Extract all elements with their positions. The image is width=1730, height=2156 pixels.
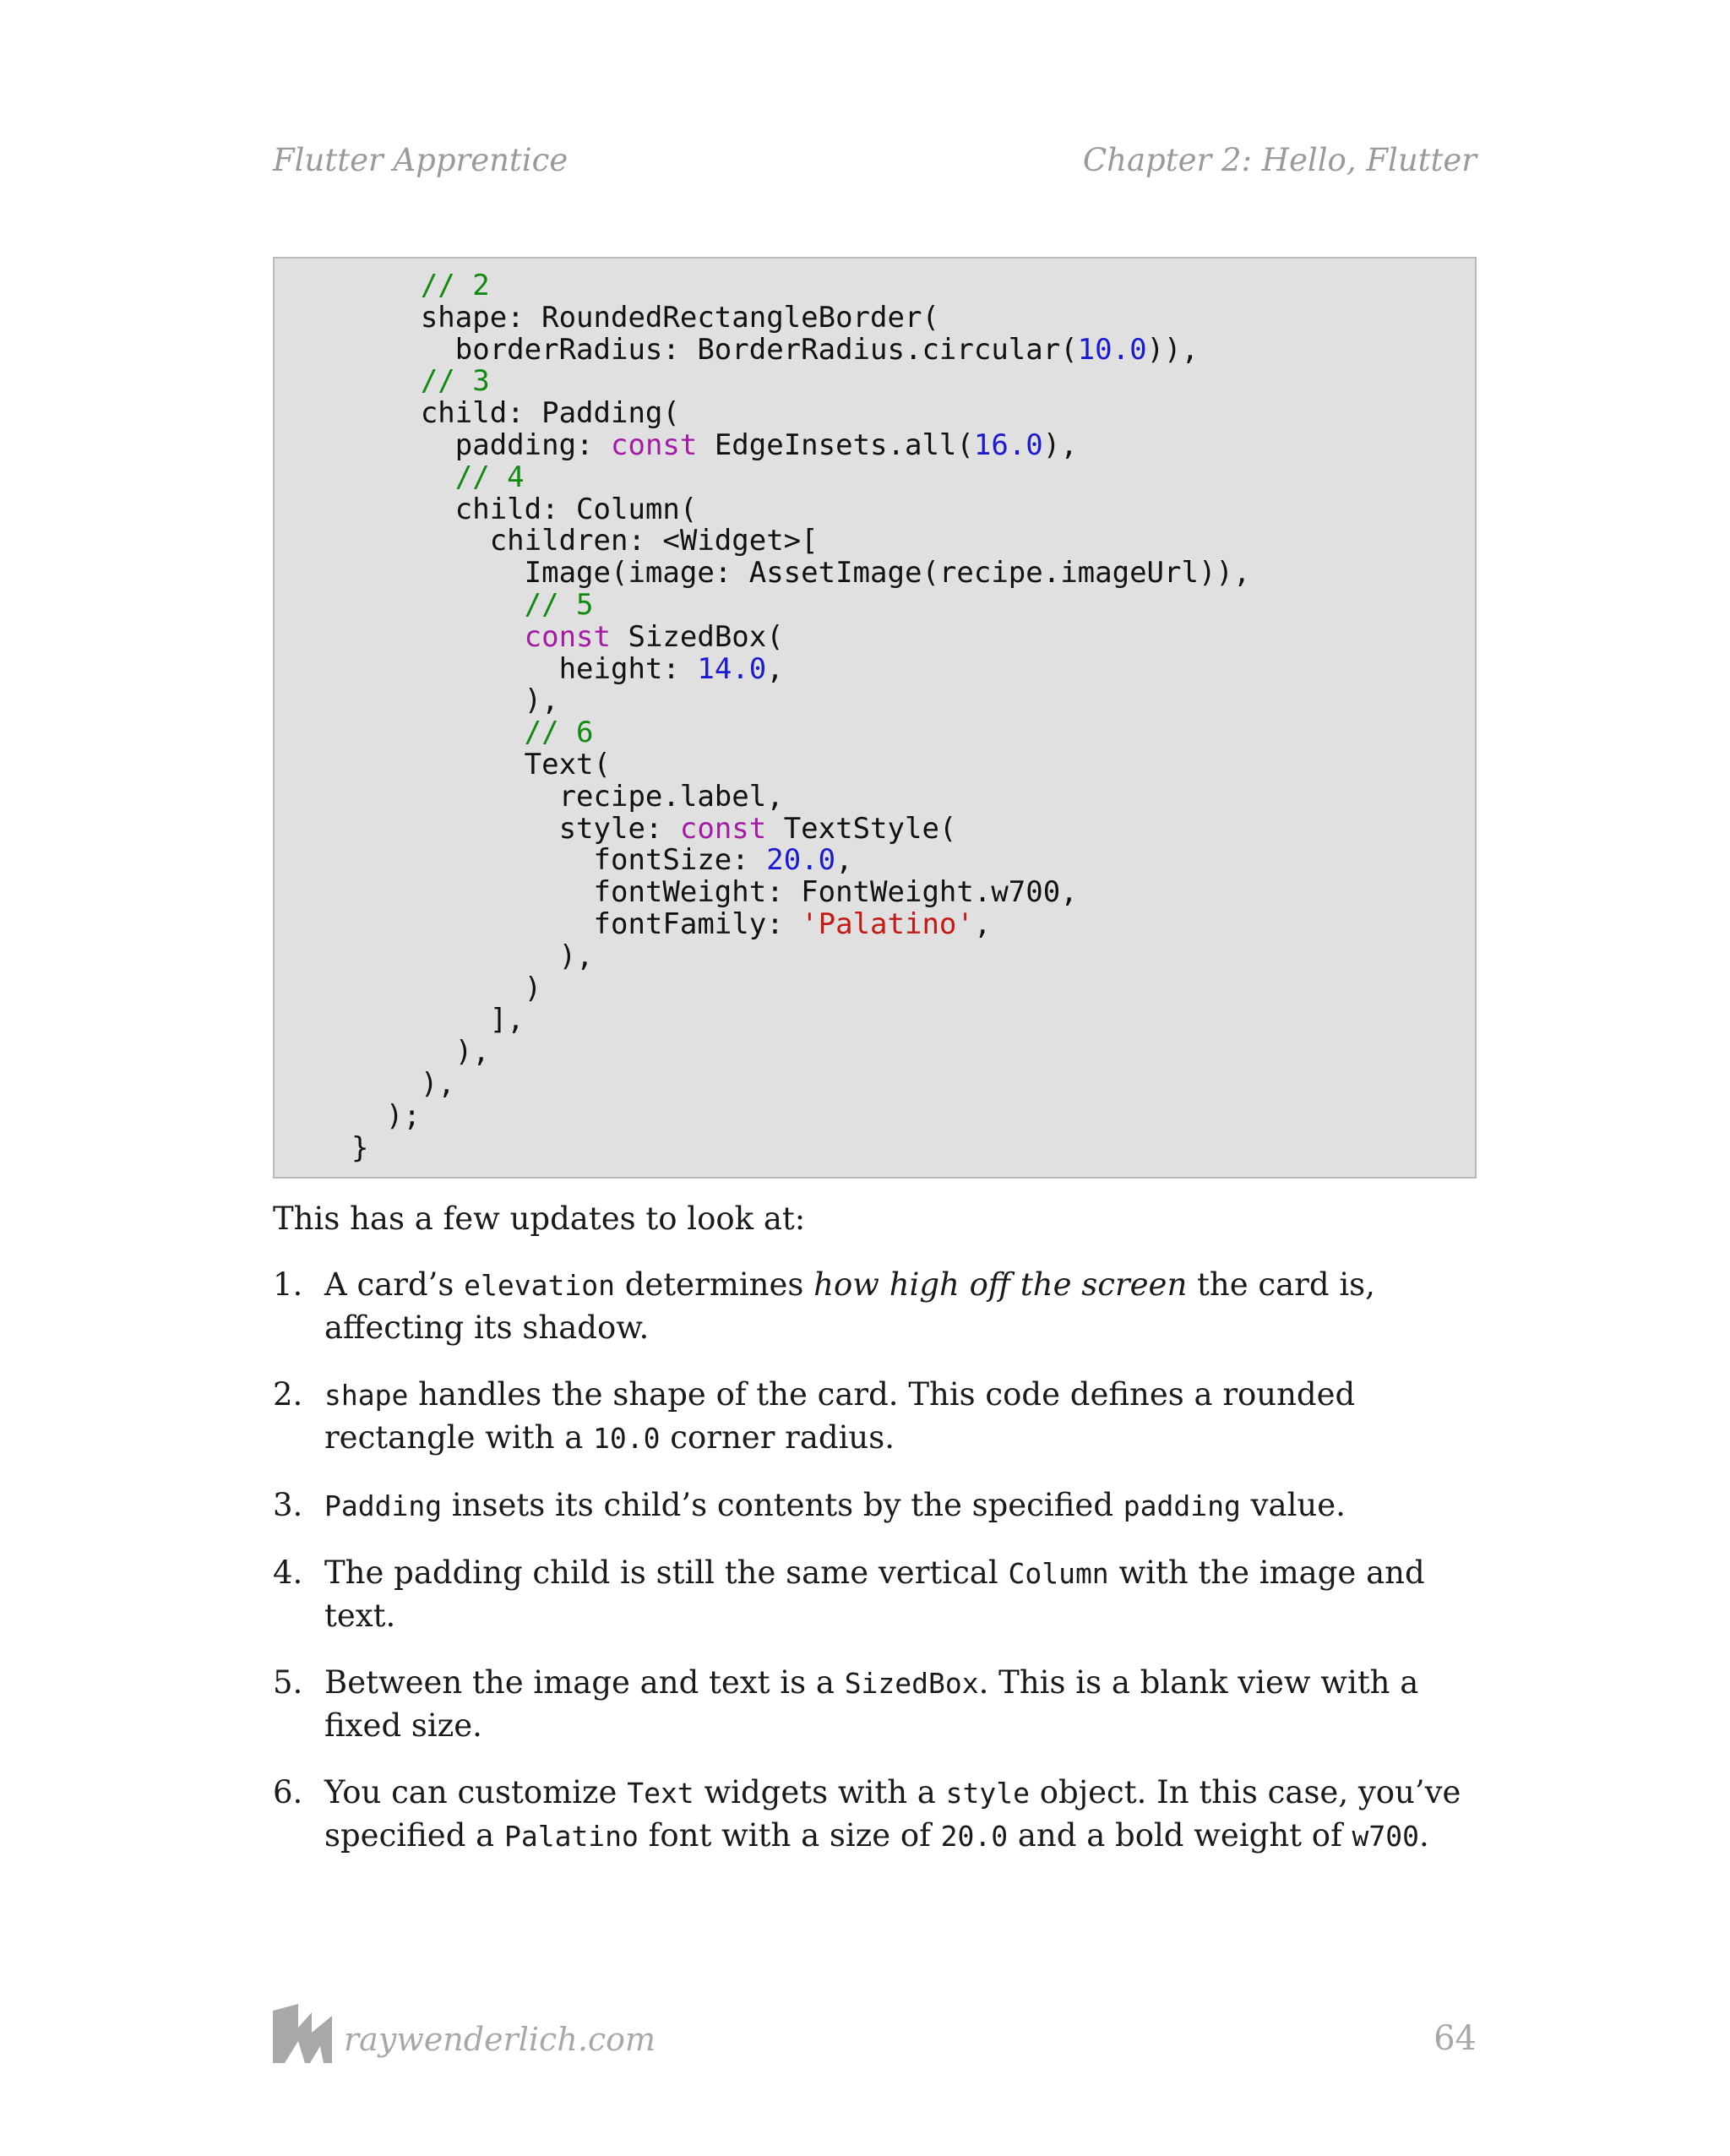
code-comment: // 5	[524, 587, 594, 622]
inline-code: style	[945, 1777, 1030, 1810]
list-number: 5.	[273, 1664, 303, 1701]
intro-paragraph: This has a few updates to look at:	[273, 1200, 806, 1237]
list-item	[273, 1552, 1477, 1637]
code-line	[317, 652, 784, 686]
inline-code: Padding	[324, 1489, 443, 1522]
emphasis-text: how high off the screen	[813, 1266, 1188, 1303]
inline-code: elevation	[464, 1269, 615, 1302]
code-text	[317, 620, 525, 654]
item-text: object. In this case, you’ve specified a	[324, 1774, 1461, 1854]
code-keyword: const	[611, 427, 698, 462]
book-title: Flutter Apprentice	[273, 142, 569, 178]
item-text: and a bold weight of	[1008, 1817, 1352, 1854]
code-line	[317, 524, 819, 558]
code-line	[317, 1099, 421, 1133]
list-item	[273, 1662, 1477, 1747]
item-text: Between the image and text is a	[324, 1664, 845, 1701]
code-line	[317, 972, 541, 1005]
list-number: 3.	[273, 1487, 303, 1523]
code-text: child: Padding(	[317, 396, 680, 431]
code-text	[317, 269, 421, 302]
code-comment: // 3	[420, 364, 490, 399]
item-text: The padding child is still the same vertical	[324, 1554, 1009, 1591]
code-keyword: const	[524, 619, 611, 654]
code-line	[317, 1035, 490, 1069]
code-text: ,	[835, 843, 853, 878]
list-number: 2.	[273, 1376, 303, 1413]
list-number: 4.	[273, 1554, 303, 1591]
code-line	[317, 812, 956, 846]
code-text: fontWeight: FontWeight.w700,	[317, 875, 1078, 910]
inline-code: w700	[1352, 1820, 1420, 1853]
code-text: shape: RoundedRectangleBorder(	[317, 300, 939, 335]
code-line	[317, 428, 1078, 462]
code-text: borderRadius: BorderRadius.circular(	[317, 332, 1078, 367]
code-text: ),	[317, 1035, 490, 1070]
code-text: ),	[317, 1066, 455, 1101]
code-comment: // 6	[524, 716, 594, 750]
list-number: 6.	[273, 1774, 303, 1810]
list-item	[273, 1374, 1477, 1460]
code-text	[317, 460, 455, 494]
code-text: ),	[317, 683, 559, 718]
inline-code: Text	[627, 1777, 694, 1810]
code-number: 10.0	[1077, 332, 1147, 367]
code-line	[317, 748, 611, 781]
code-block	[273, 257, 1477, 1179]
item-text: font with a size of	[638, 1817, 941, 1854]
code-text: ,	[766, 651, 784, 686]
code-text: fontSize:	[317, 843, 767, 878]
chapter-title: Chapter 2: Hello, Flutter	[1082, 142, 1477, 178]
code-text: ],	[317, 1003, 525, 1037]
inline-code: 10.0	[593, 1422, 661, 1455]
code-keyword: const	[679, 811, 767, 846]
code-text: EdgeInsets.all(	[697, 427, 974, 462]
code-line	[317, 493, 697, 526]
code-line	[317, 939, 594, 973]
item-text: widgets with a	[694, 1774, 946, 1810]
code-line	[317, 333, 1199, 367]
raywenderlich-logo-icon	[273, 2004, 332, 2063]
code-text: )),	[1146, 332, 1199, 367]
list-number: 1.	[273, 1266, 303, 1303]
code-text	[317, 716, 525, 749]
item-text: handles the shape of the card. This code defines a rounded rectangle with a	[324, 1376, 1356, 1456]
code-number: 14.0	[697, 651, 767, 686]
inline-code: shape	[324, 1379, 409, 1412]
item-text: determines	[614, 1266, 814, 1303]
code-number: 16.0	[973, 427, 1043, 462]
running-header	[273, 142, 1477, 189]
item-text: A card’s	[324, 1266, 465, 1303]
item-text: . This is a blank view with a fixed size.	[324, 1664, 1419, 1744]
inline-code: 20.0	[940, 1820, 1009, 1853]
inline-code: Palatino	[503, 1820, 639, 1853]
item-text: .	[1419, 1817, 1429, 1854]
code-number: 20.0	[766, 843, 836, 878]
code-line	[317, 556, 1250, 590]
item-text: value.	[1240, 1487, 1346, 1523]
code-line	[317, 588, 594, 622]
item-text: the card is, affecting its shadow.	[324, 1266, 1375, 1346]
code-text: ,	[973, 906, 992, 941]
code-line	[317, 396, 680, 430]
list-item	[273, 1772, 1477, 1858]
code-text: fontFamily:	[317, 906, 802, 941]
list-item	[273, 1264, 1477, 1349]
code-line	[317, 1067, 455, 1101]
code-line	[317, 364, 490, 398]
code-text: ),	[1042, 427, 1078, 462]
page-number: 64	[1434, 2019, 1477, 2058]
item-text: with the image and text.	[324, 1554, 1425, 1634]
explanation-list	[273, 1264, 1477, 1882]
code-text: )	[317, 971, 542, 1005]
code-listing	[317, 270, 1250, 1164]
code-text: ),	[317, 939, 594, 973]
code-line	[317, 301, 939, 335]
code-line	[317, 780, 784, 814]
code-text: child: Column(	[317, 492, 698, 526]
item-text: corner radius.	[660, 1419, 895, 1456]
footer-site[interactable]: raywenderlich.com	[344, 2021, 656, 2058]
code-text: recipe.label,	[317, 779, 784, 814]
code-line	[317, 716, 594, 749]
inline-code: Column	[1008, 1557, 1109, 1590]
code-text: }	[317, 1130, 369, 1165]
code-line	[317, 875, 1078, 909]
item-text: insets its child’s contents by the specified	[442, 1487, 1123, 1523]
code-text: height:	[317, 651, 698, 686]
code-text: TextStyle(	[766, 811, 957, 846]
code-comment: // 4	[454, 460, 525, 494]
code-text	[317, 588, 525, 622]
code-text: Text(	[317, 747, 611, 781]
code-line	[317, 1003, 525, 1037]
code-text: Image(image: AssetImage(recipe.imageUrl)),	[317, 556, 1251, 591]
code-line	[317, 269, 490, 302]
code-string: 'Palatino'	[801, 906, 974, 941]
code-text: padding:	[317, 427, 611, 462]
code-line	[317, 843, 853, 877]
item-text: You can customize	[324, 1774, 628, 1810]
code-comment: // 2	[420, 269, 490, 302]
code-line	[317, 907, 991, 941]
code-text	[317, 364, 421, 398]
code-text: children: <Widget>[	[317, 524, 819, 558]
code-line	[317, 683, 559, 717]
inline-code: padding	[1123, 1489, 1241, 1522]
inline-code: SizedBox	[844, 1667, 979, 1700]
code-text: );	[317, 1098, 421, 1133]
code-line	[317, 1131, 368, 1165]
code-line	[317, 620, 784, 654]
code-text: SizedBox(	[611, 619, 784, 654]
list-item	[273, 1484, 1477, 1527]
code-line	[317, 460, 525, 494]
code-text: style:	[317, 811, 680, 846]
